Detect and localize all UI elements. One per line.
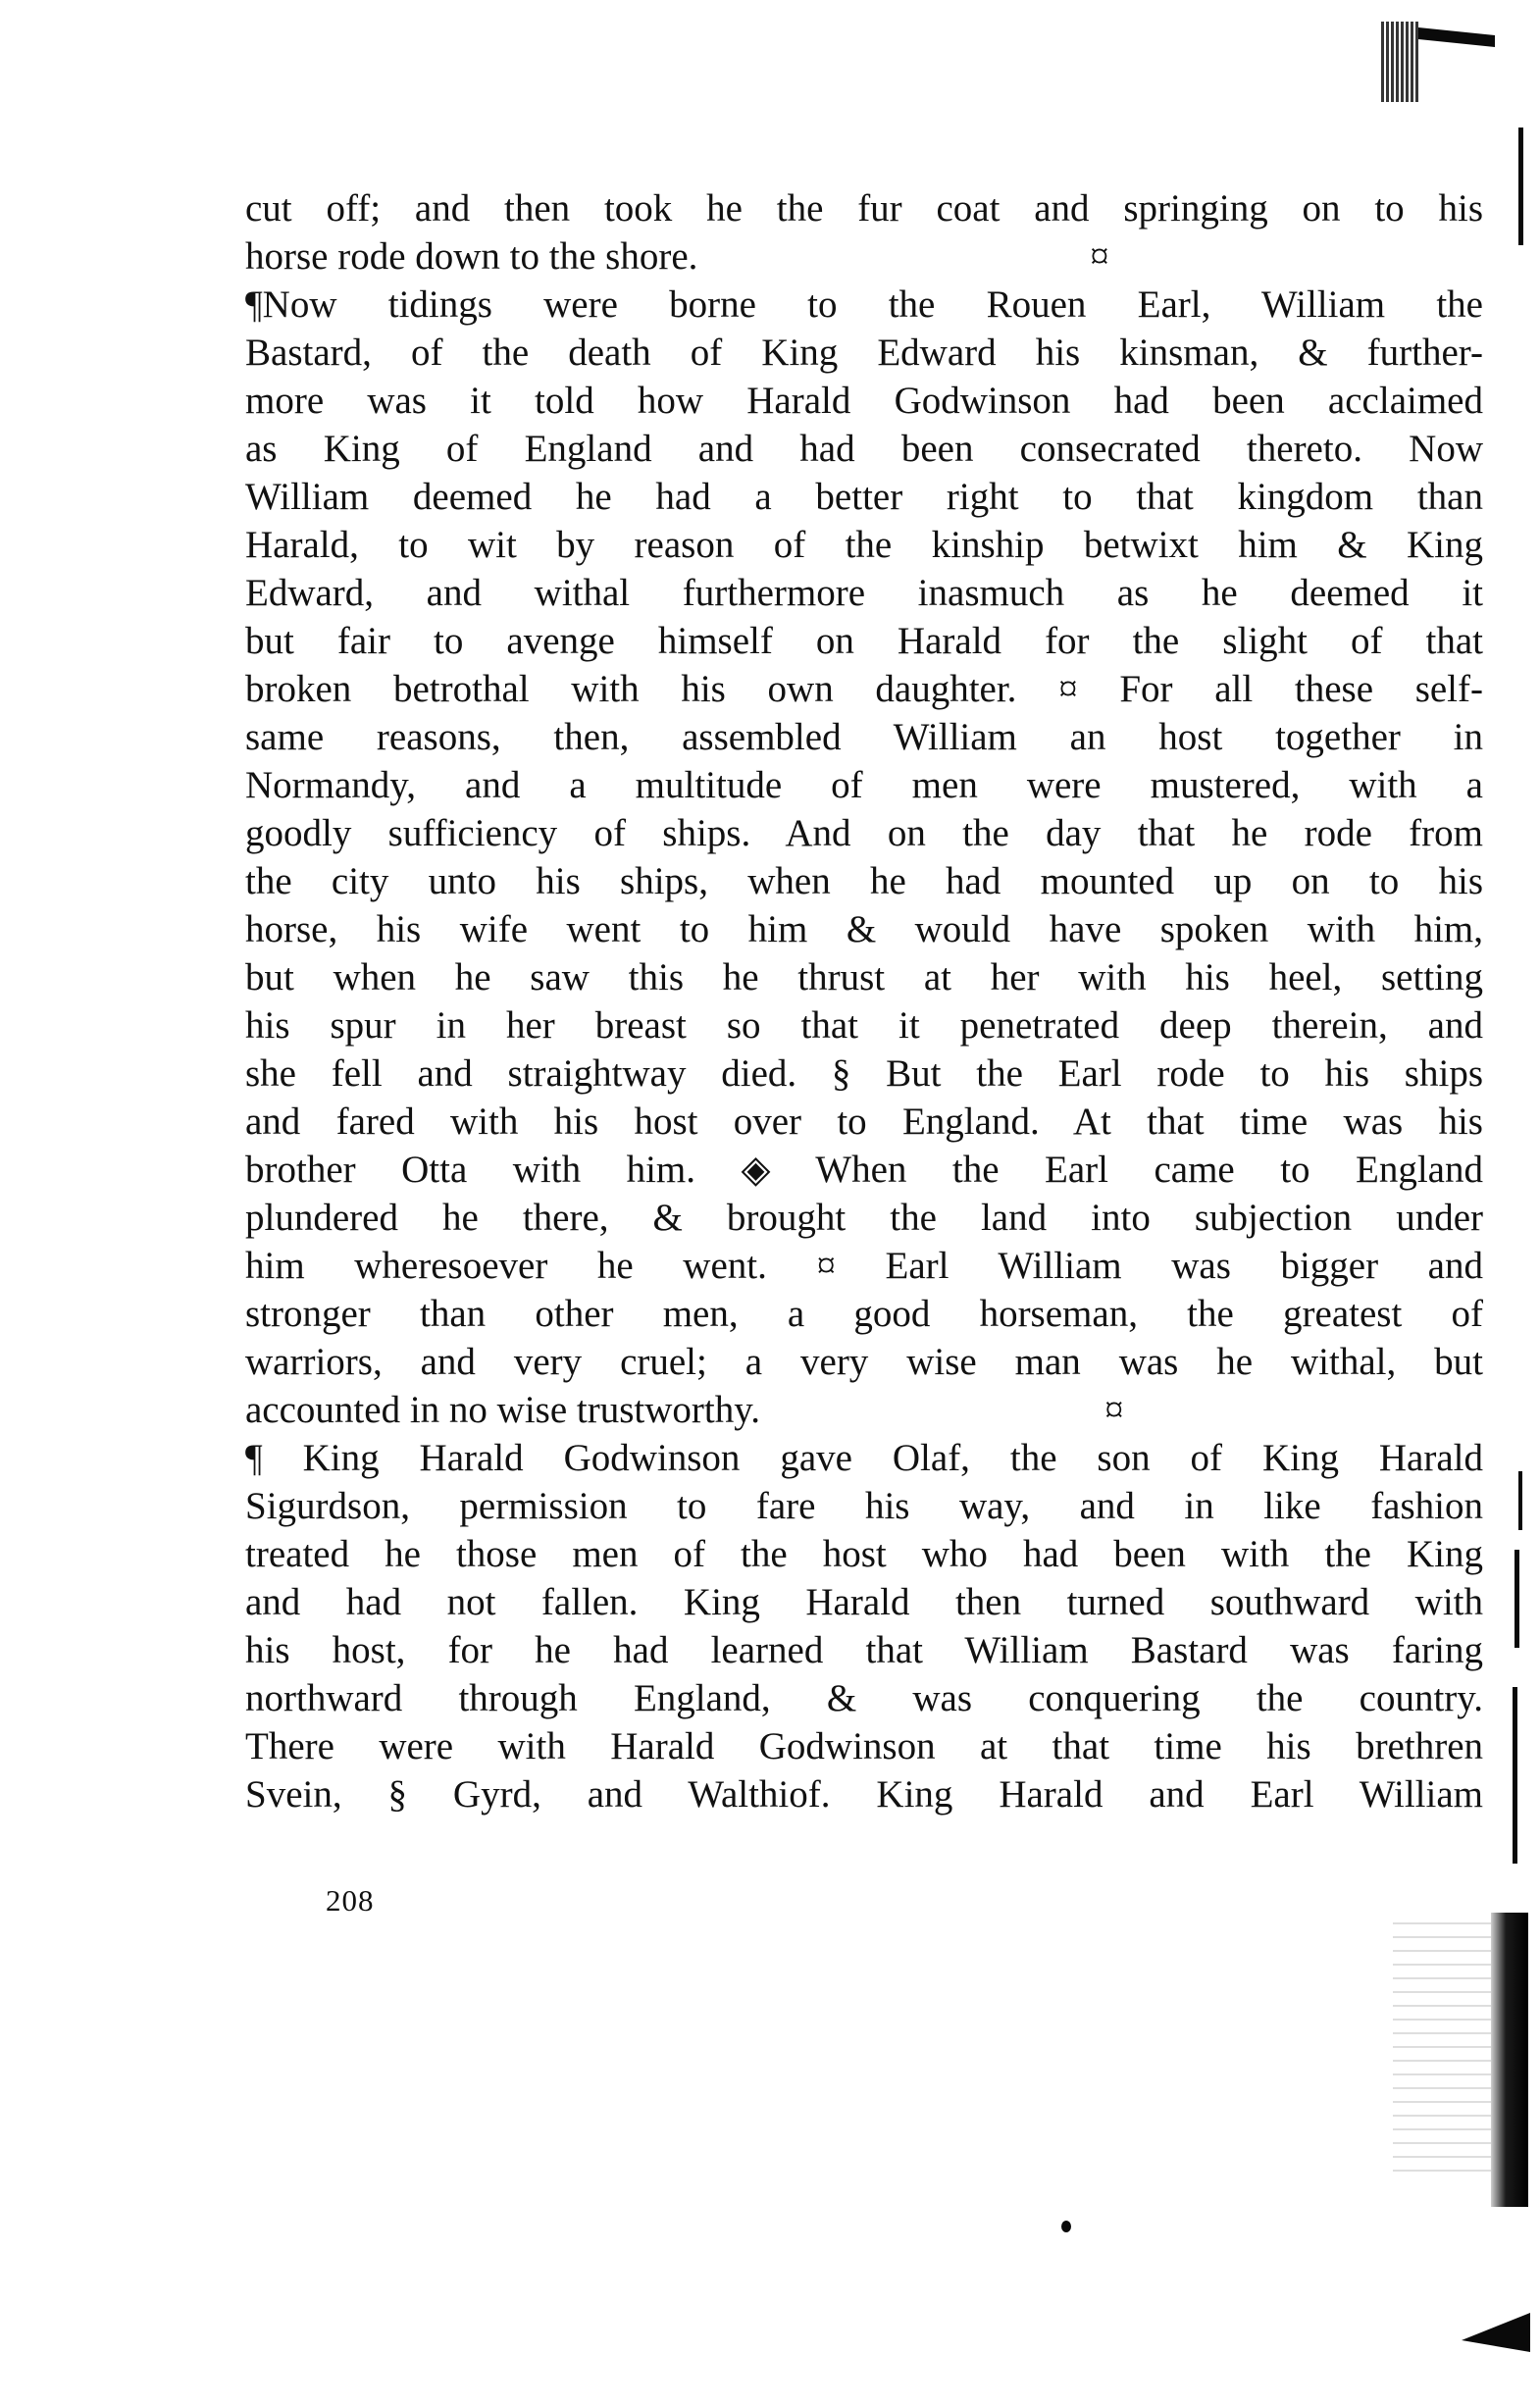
text-line: his host, for he had learned that William Bastard was faring bbox=[245, 1629, 1483, 1671]
scan-artifact bbox=[1061, 2221, 1071, 2232]
scan-artifact bbox=[1518, 1471, 1522, 1530]
text-line: and had not fallen. King Harald then turned southward with bbox=[245, 1581, 1483, 1623]
text-line: brother Otta with him. ◈ When the Earl came to England bbox=[245, 1149, 1483, 1191]
text-line: she fell and straightway died. § But the Earl rode to his ships bbox=[245, 1052, 1483, 1095]
text-line: cut off; and then took he the fur coat and springing on to his bbox=[245, 187, 1483, 230]
text-line: but when he saw this he thrust at her with his heel, setting bbox=[245, 956, 1483, 998]
page-number: 208 bbox=[326, 1883, 375, 1918]
text-line: plundered he there, & brought the land into subjection under bbox=[245, 1197, 1483, 1239]
body-text bbox=[245, 184, 1483, 1818]
text-line: but fair to avenge himself on Harald for the slight of that bbox=[245, 620, 1483, 662]
scan-artifact bbox=[1514, 1550, 1519, 1648]
text-line: Sigurdson, permission to fare his way, and in like fashion bbox=[245, 1485, 1483, 1527]
text-line: his spur in her breast so that it penetrated deep therein, and bbox=[245, 1004, 1483, 1047]
text-line: Edward, and withal furthermore inasmuch as he deemed it bbox=[245, 572, 1483, 614]
text-line: Normandy, and a multitude of men were mustered, with a bbox=[245, 764, 1483, 806]
text-line: as King of England and had been consecrated thereto. Now bbox=[245, 428, 1483, 470]
text-line: same reasons, then, assembled William an host together in bbox=[245, 716, 1483, 758]
text-line: him wheresoever he went. ¤ Earl William was bigger and bbox=[245, 1245, 1483, 1287]
text-line: more was it told how Harald Godwinson had been acclaimed bbox=[245, 380, 1483, 422]
text-line: broken betrothal with his own daughter. ¤ For all these self- bbox=[245, 668, 1483, 710]
scan-artifact bbox=[1513, 1687, 1517, 1864]
text-line: goodly sufficiency of ships. And on the day that he rode from bbox=[245, 812, 1483, 854]
text-line: stronger than other men, a good horseman, the greatest of bbox=[245, 1293, 1483, 1335]
scan-artifact bbox=[1462, 2313, 1530, 2352]
text-line: horse, his wife went to him & would have spoken with him, bbox=[245, 908, 1483, 950]
scan-artifact bbox=[1491, 1913, 1528, 2207]
text-line: accounted in no wise trustworthy. ¤ bbox=[245, 1389, 1124, 1431]
text-line: William deemed he had a better right to that kingdom than bbox=[245, 476, 1483, 518]
text-line: northward through England, & was conquering the country. bbox=[245, 1677, 1483, 1719]
text-line: Harald, to wit by reason of the kinship betwixt him & King bbox=[245, 524, 1483, 566]
text-line: and fared with his host over to England. At that time was his bbox=[245, 1100, 1483, 1143]
text-line: ¶ King Harald Godwinson gave Olaf, the son of King Harald bbox=[245, 1437, 1483, 1479]
scan-artifact bbox=[1381, 22, 1418, 102]
text-line: Svein, § Gyrd, and Walthiof. King Harald and Earl William bbox=[245, 1773, 1483, 1816]
text-line: There were with Harald Godwinson at that time his brethren bbox=[245, 1725, 1483, 1767]
scan-artifact bbox=[1393, 1922, 1491, 2177]
text-line: the city unto his ships, when he had mounted up on to his bbox=[245, 860, 1483, 902]
text-line: Bastard, of the death of King Edward his kinsman, & further- bbox=[245, 332, 1483, 374]
text-line: treated he those men of the host who had been with the King bbox=[245, 1533, 1483, 1575]
text-line: ¶Now tidings were borne to the Rouen Earl, William the bbox=[245, 283, 1483, 326]
text-line: horse rode down to the shore. ¤ bbox=[245, 235, 1109, 278]
text-line: warriors, and very cruel; a very wise man was he withal, but bbox=[245, 1341, 1483, 1383]
scan-artifact bbox=[1418, 27, 1495, 47]
scan-artifact bbox=[1518, 128, 1523, 245]
